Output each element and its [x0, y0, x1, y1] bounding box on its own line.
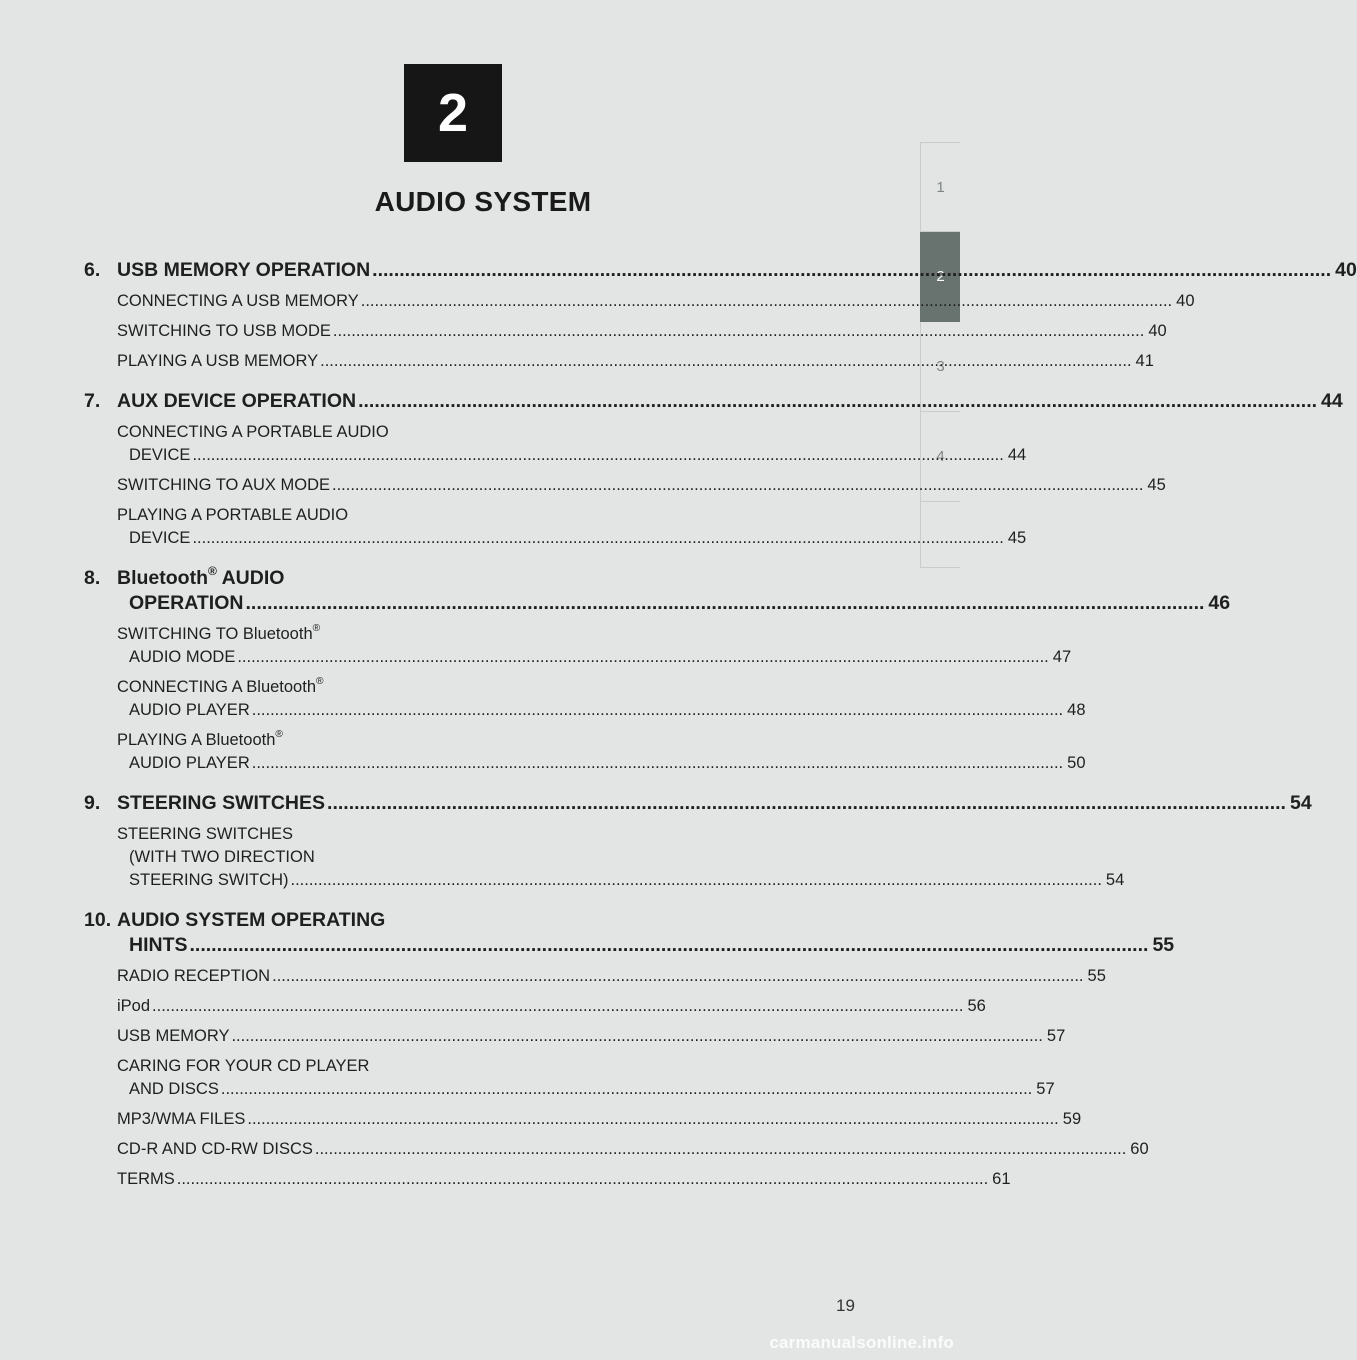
toc-entry[interactable]: CD-R AND CD-RW DISCS ..... 60 — [84, 1138, 466, 1161]
chapter-tab-3[interactable]: 3 — [920, 322, 960, 412]
table-of-contents — [84, 258, 1357, 1198]
toc-entry[interactable]: CARING FOR YOUR CD PLAYER AND DISCS ..... 57 — [84, 1055, 466, 1101]
toc-entry[interactable]: SWITCHING TO Bluetooth® AUDIO MODE ..... 47 — [84, 623, 466, 669]
registered-mark: ® — [275, 729, 283, 741]
toc-entry[interactable]: USB MEMORY ..... 57 — [84, 1025, 466, 1048]
toc-entry[interactable]: CONNECTING A USB MEMORY ..... 40 — [84, 290, 466, 313]
toc-entry[interactable]: PLAYING A USB MEMORY ..... 41 — [84, 350, 466, 373]
chapter-tab-2[interactable]: 2 — [920, 232, 960, 322]
toc-entry[interactable]: PLAYING A PORTABLE AUDIO DEVICE ..... 45 — [84, 504, 466, 550]
registered-mark: ® — [316, 676, 324, 688]
toc-entry[interactable]: TERMS ..... 61 — [84, 1168, 466, 1191]
toc-entry[interactable]: PLAYING A Bluetooth® AUDIO PLAYER ..... 50 — [84, 729, 466, 775]
toc-entry[interactable]: iPod ..... 56 — [84, 995, 466, 1018]
watermark: carmanualsonline.info — [769, 1333, 954, 1352]
toc-entry[interactable]: STEERING SWITCHES (WITH TWO DIRECTION STEERING SWITCH) ..... 54 — [84, 823, 466, 892]
chapter-tab-4[interactable]: 4 — [920, 412, 960, 502]
chapter-number-badge — [404, 64, 502, 162]
page-number: 19 — [836, 1296, 855, 1315]
toc-entry[interactable]: MP3/WMA FILES ..... 59 — [84, 1108, 466, 1131]
toc-section-7[interactable]: 7. AUX DEVICE OPERATION ..... 44 — [84, 389, 466, 414]
toc-entry[interactable]: CONNECTING A PORTABLE AUDIO DEVICE ..... 44 — [84, 421, 466, 467]
chapter-number: 2 — [437, 83, 469, 143]
toc-entry[interactable]: SWITCHING TO AUX MODE ..... 45 — [84, 474, 466, 497]
registered-mark: ® — [207, 564, 217, 579]
toc-section-6[interactable]: 6. USB MEMORY OPERATION ..... 40 — [84, 258, 466, 283]
toc-entry[interactable]: SWITCHING TO USB MODE ..... 40 — [84, 320, 466, 343]
toc-section-10[interactable]: 10. AUDIO SYSTEM OPERATING HINTS ..... 55 — [84, 908, 466, 958]
toc-entry[interactable]: CONNECTING A Bluetooth® AUDIO PLAYER ..... 48 — [84, 676, 466, 722]
chapter-tab-1[interactable]: 1 — [920, 142, 960, 232]
chapter-title: AUDIO SYSTEM — [374, 186, 592, 217]
toc-section-8[interactable]: 8. Bluetooth® AUDIO OPERATION ..... 46 — [84, 566, 466, 616]
toc-entry[interactable]: RADIO RECEPTION ..... 55 — [84, 965, 466, 988]
toc-section-9[interactable]: 9. STEERING SWITCHES ..... 54 — [84, 791, 466, 816]
registered-mark: ® — [312, 623, 321, 635]
